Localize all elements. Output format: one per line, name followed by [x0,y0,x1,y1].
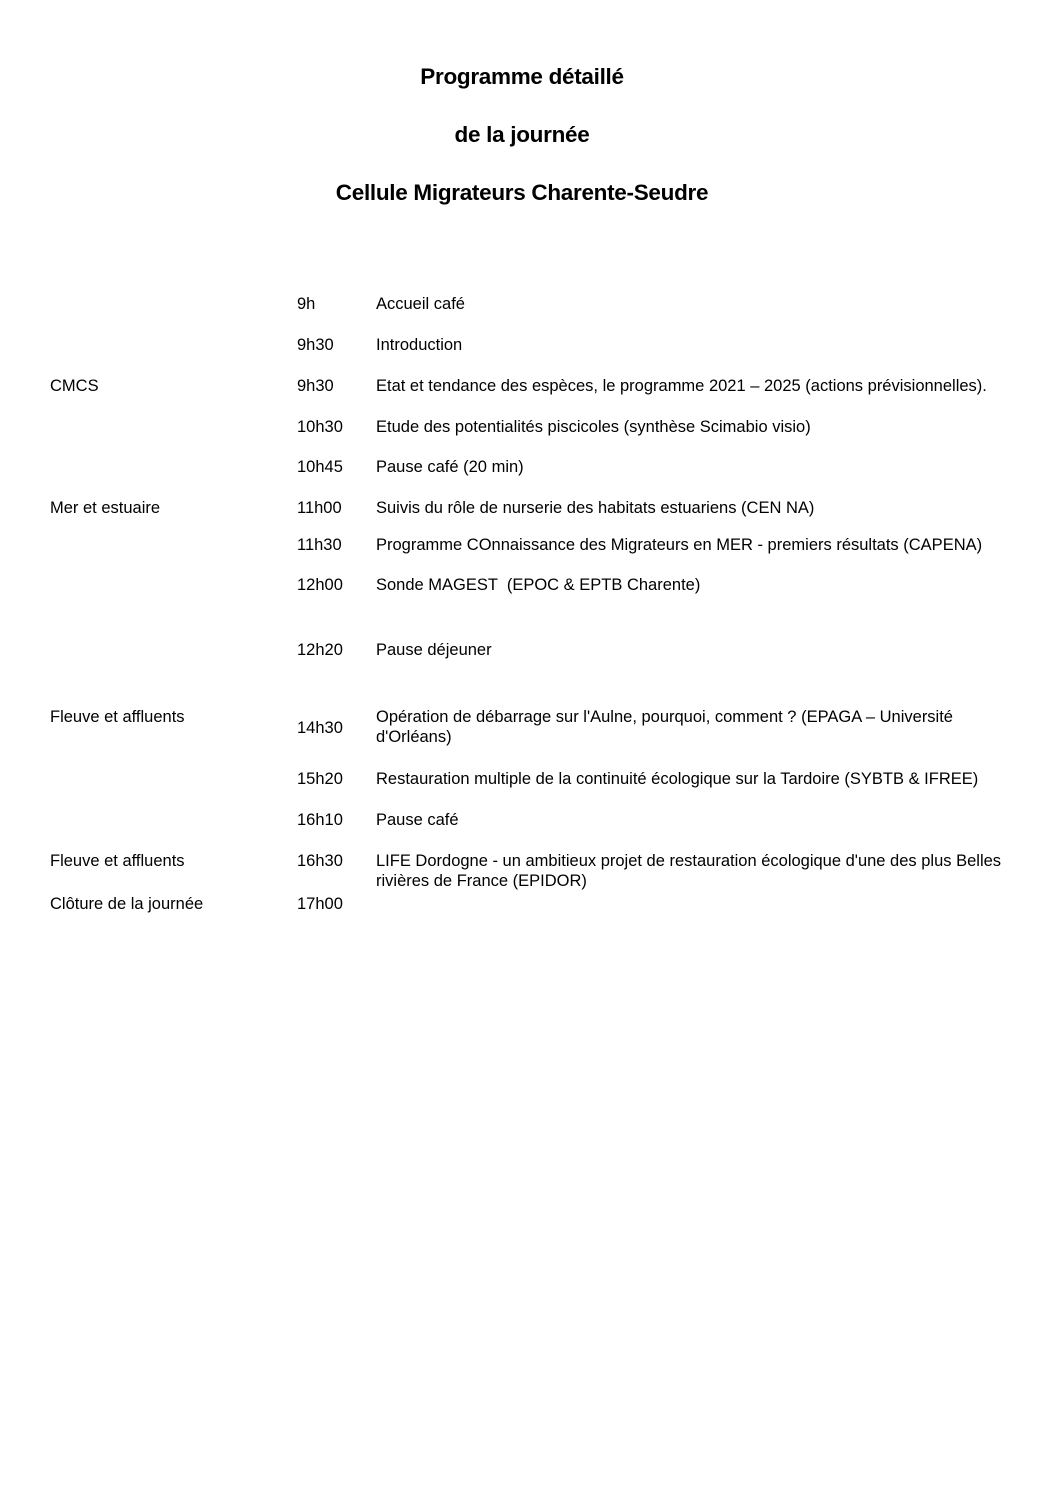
title-line-3: Cellule Migrateurs Charente-Seudre [335,180,709,205]
time-cell: 17h00 [297,895,343,913]
description-cell: Pause café (20 min) [376,458,524,476]
description-cell: Programme COnnaissance des Migrateurs en MER - premiers résultats (CAPENA) [376,536,983,554]
time-cell: 15h20 [297,770,343,788]
time-cell: 10h30 [297,418,343,436]
description-cell: Suivis du rôle de nurserie des habitats estuariens (CEN NA) [376,499,815,517]
time-cell: 9h30 [297,377,334,395]
section-label: Fleuve et affluents [50,852,185,870]
description-cell: Pause déjeuner [376,641,492,659]
title-line-1: Programme détaillé [420,64,624,89]
description-cell: Sonde MAGEST (EPOC & EPTB Charente) [376,576,701,594]
section-label: Mer et estuaire [50,499,161,517]
time-cell: 11h30 [297,536,342,554]
description-cell: LIFE Dordogne - un ambitieux projet de restauration écologique d'une des plus Belles rivières de France (EPIDOR) [376,852,1002,890]
time-cell: 11h00 [297,499,342,517]
time-cell: 9h [297,295,316,313]
time-cell: 16h30 [297,852,343,870]
description-cell: Restauration multiple de la continuité écologique sur la Tardoire (SYBTB & IFREE) [376,770,979,788]
time-cell: 16h10 [297,811,343,829]
section-label: CMCS [50,377,99,395]
time-cell: 14h30 [297,719,343,737]
time-cell: 12h20 [297,641,343,659]
time-cell: 9h30 [297,336,334,354]
time-cell: 10h45 [297,458,343,476]
title-line-2: de la journée [454,122,590,147]
description-cell: Introduction [376,336,463,354]
time-cell: 12h00 [297,576,343,594]
section-label: Clôture de la journée [50,895,204,913]
description-cell: Pause café [376,811,459,829]
description-cell: Etude des potentialités piscicoles (synthèse Scimabio visio) [376,418,811,436]
description-cell: Etat et tendance des espèces, le programme 2021 – 2025 (actions prévisionnelles). [376,377,987,395]
description-cell: Opération de débarrage sur l'Aulne, pourquoi, comment ? (EPAGA – Université d'Orléans) [376,708,953,746]
section-label: Fleuve et affluents [50,708,185,726]
description-cell: Accueil café [376,295,465,313]
